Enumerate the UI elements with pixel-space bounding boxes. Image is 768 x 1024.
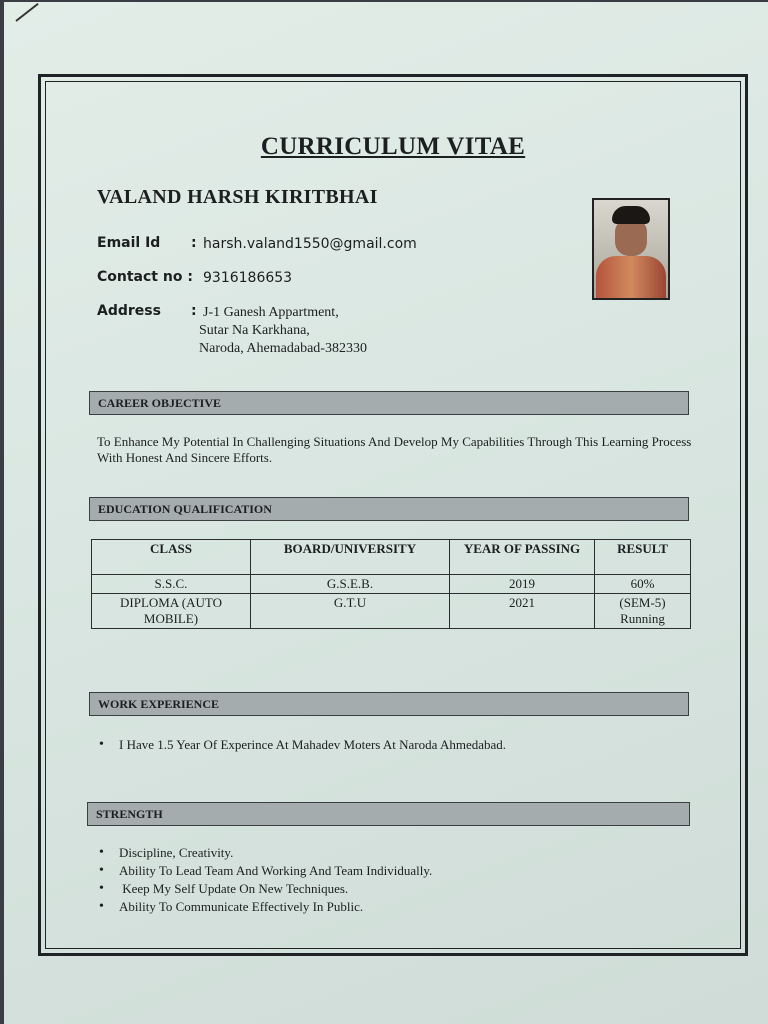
table-cell: 2019 [450,575,595,594]
contact-value: 9316186653 [203,270,293,286]
candidate-name: VALAND HARSH KIRITBHAI [97,186,378,208]
career-objective-text: To Enhance My Potential In Challenging Situations And Develop My Capabilities Through This Learning Process With Honest And Sincere Efforts. [97,434,692,465]
address-colon: : [191,303,197,319]
page-border [38,74,748,956]
email-value: harsh.valand1550@gmail.com [203,236,417,252]
list-item: • Ability To Communicate Effectively In Public. [97,898,432,916]
address-line: Sutar Na Karkhana, [199,323,310,338]
career-objective-heading: CAREER OBJECTIVE [89,391,689,415]
table-cell: 60% [595,575,691,594]
contact-label: Contact no : [97,269,193,285]
table-cell: DIPLOMA (AUTO MOBILE) [92,594,251,629]
work-experience-heading: WORK EXPERIENCE [89,692,689,716]
paper-sheet [4,2,768,1024]
table-header-row [92,540,691,575]
pen-mark [15,3,38,22]
table-cell: (SEM-5) Running [595,594,691,629]
email-label: Email Id [97,235,161,251]
list-item: • Ability To Lead Team And Working And Team Individually. [97,862,432,880]
document-title: CURRICULUM VITAE [260,133,526,160]
profile-photo [592,198,670,300]
column-header: CLASS [92,540,251,575]
strength-list [97,844,432,916]
column-header: BOARD/UNIVERSITY [251,540,450,575]
column-header: RESULT [595,540,691,575]
list-item: • Keep My Self Update On New Techniques. [97,880,432,898]
address-label: Address [97,303,161,319]
table-row [92,594,691,629]
education-heading: EDUCATION QUALIFICATION [89,497,689,521]
table-cell: 2021 [450,594,595,629]
address-line: J-1 Ganesh Appartment, [203,305,339,320]
table-cell: S.S.C. [92,575,251,594]
table-cell: G.S.E.B. [251,575,450,594]
list-item: • Discipline, Creativity. [97,844,432,862]
work-experience-list [97,736,506,754]
education-table [91,539,691,629]
address-line: Naroda, Ahemadabad-382330 [199,341,367,356]
table-cell: G.T.U [251,594,450,629]
list-item: • I Have 1.5 Year Of Experince At Mahadev Moters At Naroda Ahmedabad. [97,736,506,754]
column-header: YEAR OF PASSING [450,540,595,575]
strength-heading: STRENGTH [87,802,690,826]
table-row [92,575,691,594]
email-colon: : [191,235,197,251]
